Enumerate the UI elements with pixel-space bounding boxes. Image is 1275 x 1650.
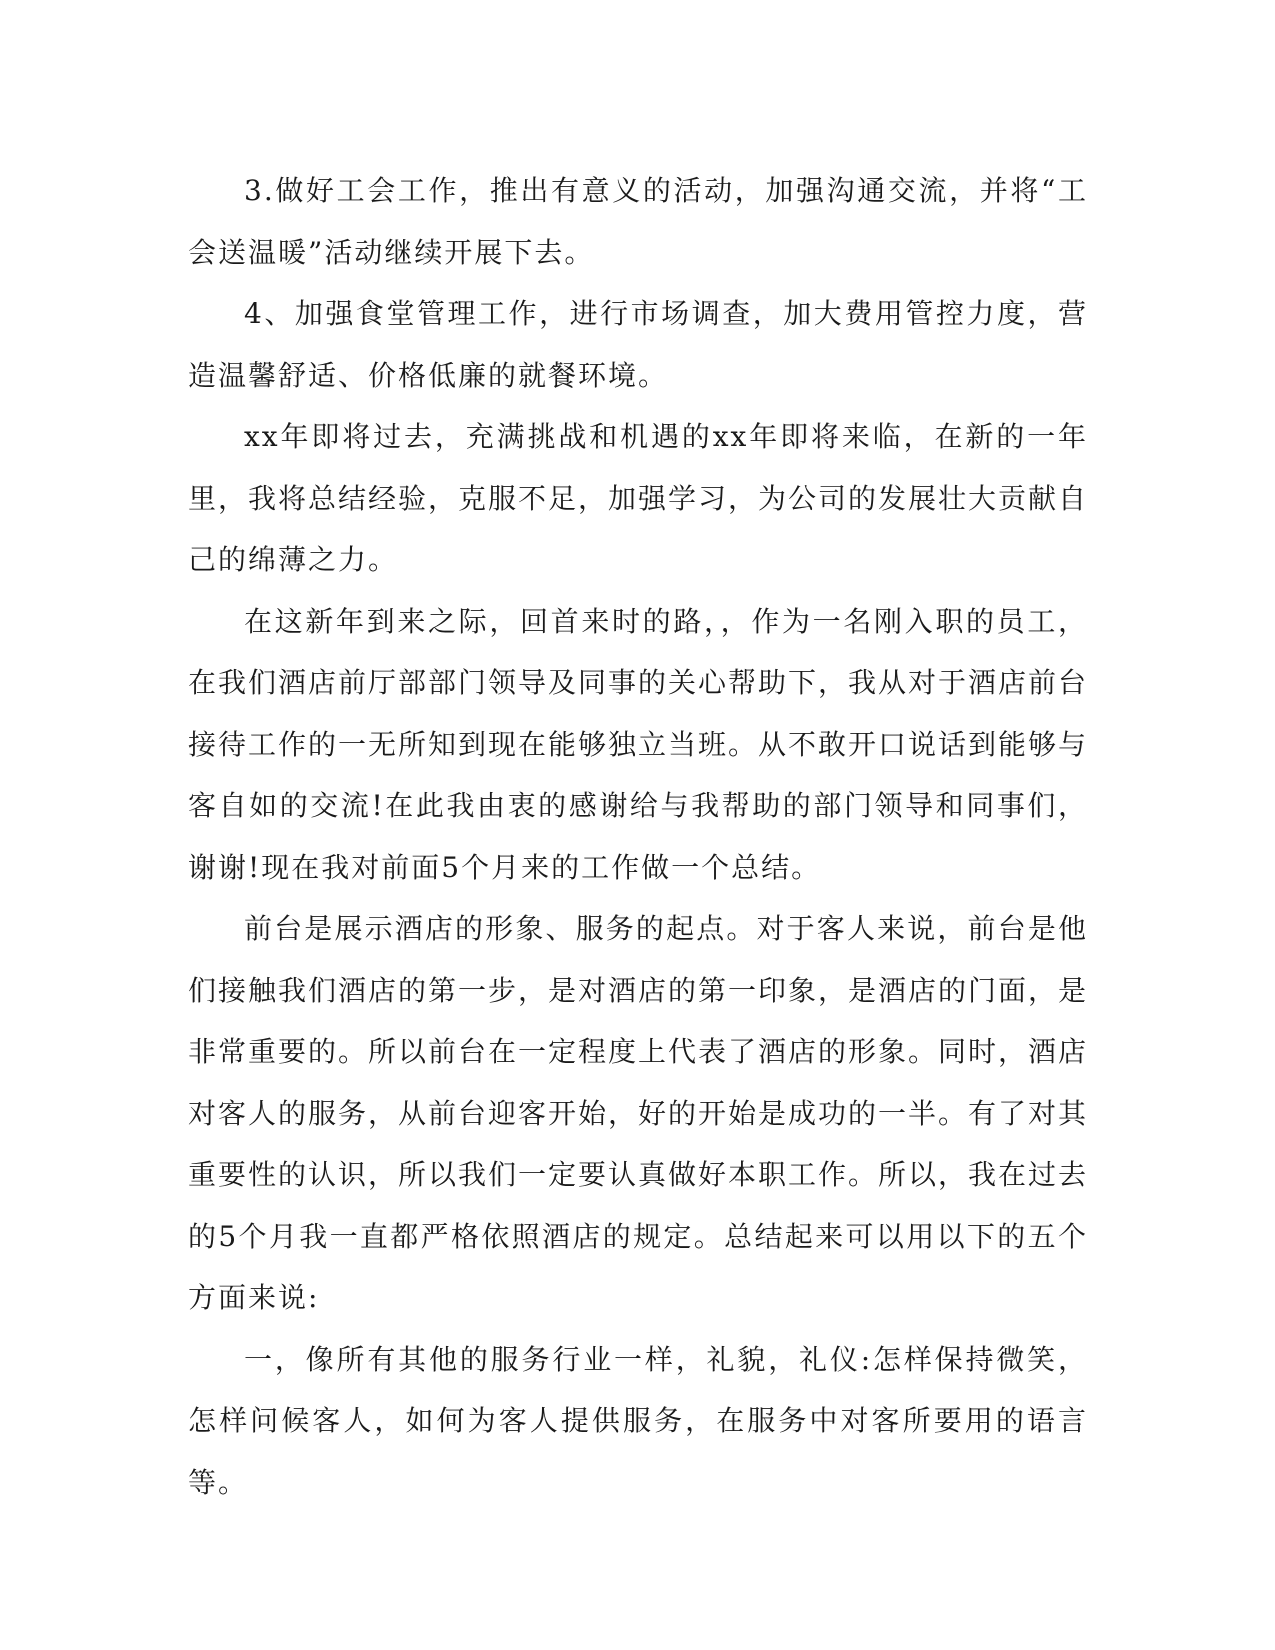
- document-body: [188, 160, 1088, 1513]
- paragraph-union-work: 3.做好工会工作，推出有意义的活动，加强沟通交流，并将“工会送温暖”活动继续开展下去。: [188, 174, 1088, 269]
- paragraph-new-employee-review: 在这新年到来之际，回首来时的路，，作为一名刚入职的员工，在我们酒店前厅部部门领导及同事的关心帮助下，我从对于酒店前台接待工作的一无所知到现在能够独立当班。从不敢开口说话到能够与客自如的交流!在此我由衷的感谢给与我帮助的部门领导和同事们，谢谢!现在我对前面5个月来的工作做一个总结。: [188, 604, 1089, 884]
- paragraph-canteen-management: 4、加强食堂管理工作，进行市场调查，加大费用管控力度，营造温馨舒适、价格低廉的就餐环境。: [188, 297, 1088, 392]
- paragraph-new-year-outlook: xx年即将过去，充满挑战和机遇的xx年即将来临，在新的一年里，我将总结经验，克服不足，加强学习，为公司的发展壮大贡献自己的绵薄之力。: [188, 420, 1089, 576]
- paragraph-etiquette: 一，像所有其他的服务行业一样，礼貌，礼仪:怎样保持微笑，怎样问候客人，如何为客人提供服务，在服务中对客所要用的语言等。: [188, 1342, 1088, 1499]
- paragraph-front-desk-importance: 前台是展示酒店的形象、服务的起点。对于客人来说，前台是他们接触我们酒店的第一步，是对酒店的第一印象，是酒店的门面，是非常重要的。所以前台在一定程度上代表了酒店的形象。同时，酒店对客人的服务，从前台迎客开始，好的开始是成功的一半。有了对其重要性的认识，所以我们一定要认真做好本职工作。所以，我在过去的5个月我一直都严格依照酒店的规定。总结起来可以用以下的五个方面来说:: [188, 912, 1089, 1314]
